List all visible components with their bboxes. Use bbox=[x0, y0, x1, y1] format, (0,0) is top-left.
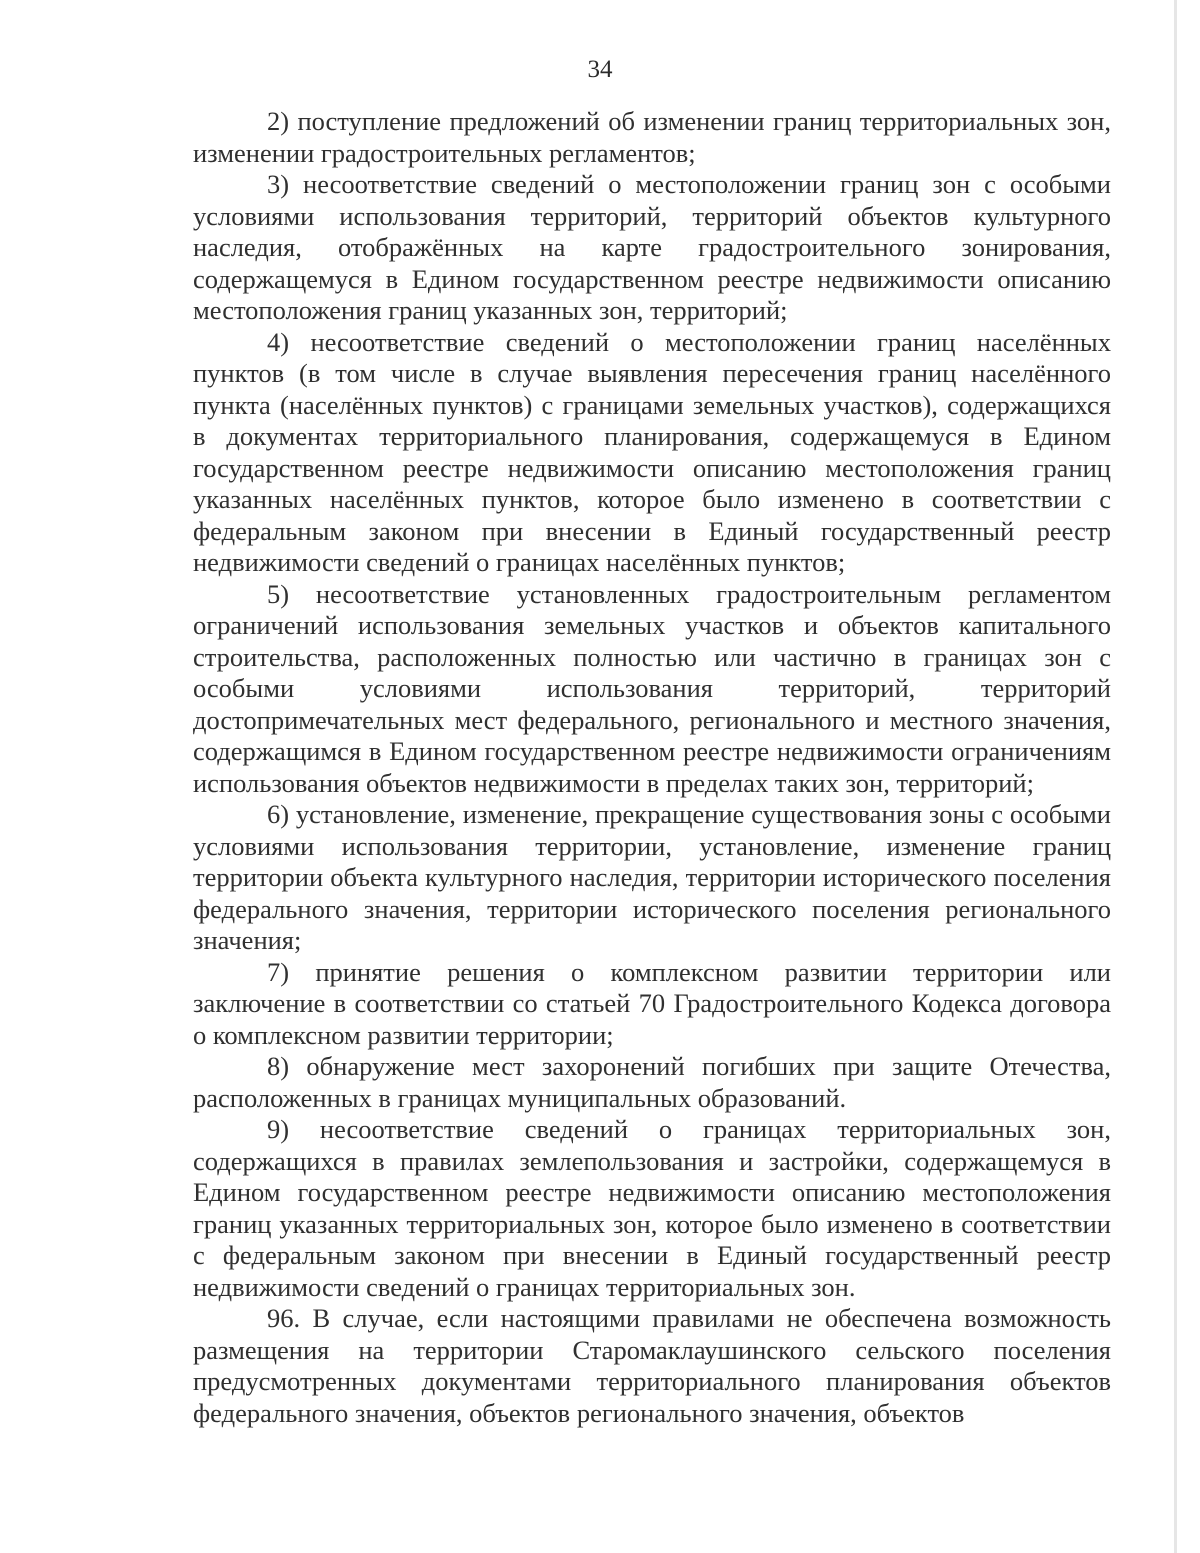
paragraph-item-9: 9) несоответствие сведений о границах территориальных зон, содержащихся в правилах землепользования и застройки, содержащемуся в Едином государственном реестре недвижимости описанию местоположения границ указанных территориальных зон, которое было изменено в соответствии с федеральным законом при внесении в Единый государственный реестр недвижимости сведений о границах территориальных зон. bbox=[193, 1114, 1111, 1302]
paragraph-section-96: 96. В случае, если настоящими правилами не обеспечена возможность размещения на территории Старомаклаушинского сельского поселения предусмотренных документами территориального планирования объектов федерального значения, объектов регионального значения, объектов bbox=[193, 1303, 1111, 1428]
page-number: 34 bbox=[587, 56, 613, 83]
paragraph-item-6: 6) установление, изменение, прекращение существования зоны с особыми условиями использования территории, установление, изменение границ территории объекта культурного наследия, территории исторического поселения федерального значения, территории исторического поселения регионального значения; bbox=[193, 799, 1111, 955]
paragraph-item-3: 3) несоответствие сведений о местоположении границ зон с особыми условиями использования территорий, территорий объектов культурного наследия, отображённых на карте градостроительного зонирования, содержащемуся в Едином государственном реестре недвижимости описанию местоположения границ указанных зон, территорий; bbox=[193, 169, 1111, 325]
paragraph-item-2: 2) поступление предложений об изменении границ территориальных зон, изменении градостроительных регламентов; bbox=[193, 106, 1111, 168]
scan-edge-line bbox=[1174, 0, 1177, 1553]
document-body bbox=[193, 106, 1111, 1429]
paragraph-item-7: 7) принятие решения о комплексном развитии территории или заключение в соответствии со статьей 70 Градостроительного Кодекса договора о комплексном развитии территории; bbox=[193, 956, 1111, 1050]
paragraph-item-4: 4) несоответствие сведений о местоположении границ населённых пунктов (в том числе в случае выявления пересечения границ населённого пункта (населённых пунктов) с границами земельных участков), содержащихся в документах территориального планирования, содержащемуся в Едином государственном реестре недвижимости описанию местоположения границ указанных населённых пунктов, которое было изменено в соответствии с федеральным законом при внесении в Единый государственный реестр недвижимости сведений о границах населённых пунктов; bbox=[193, 326, 1111, 577]
paragraph-item-5: 5) несоответствие установленных градостроительным регламентом ограничений использования земельных участков и объектов капитального строительства, расположенных полностью или частично в границах зон с особыми условиями использования территорий, территорий достопримечательных мест федерального, регионального и местного значения, содержащимся в Едином государственном реестре недвижимости ограничениям использования объектов недвижимости в пределах таких зон, территорий; bbox=[193, 578, 1111, 798]
paragraph-item-8: 8) обнаружение мест захоронений погибших при защите Отечества, расположенных в границах муниципальных образований. bbox=[193, 1051, 1111, 1113]
